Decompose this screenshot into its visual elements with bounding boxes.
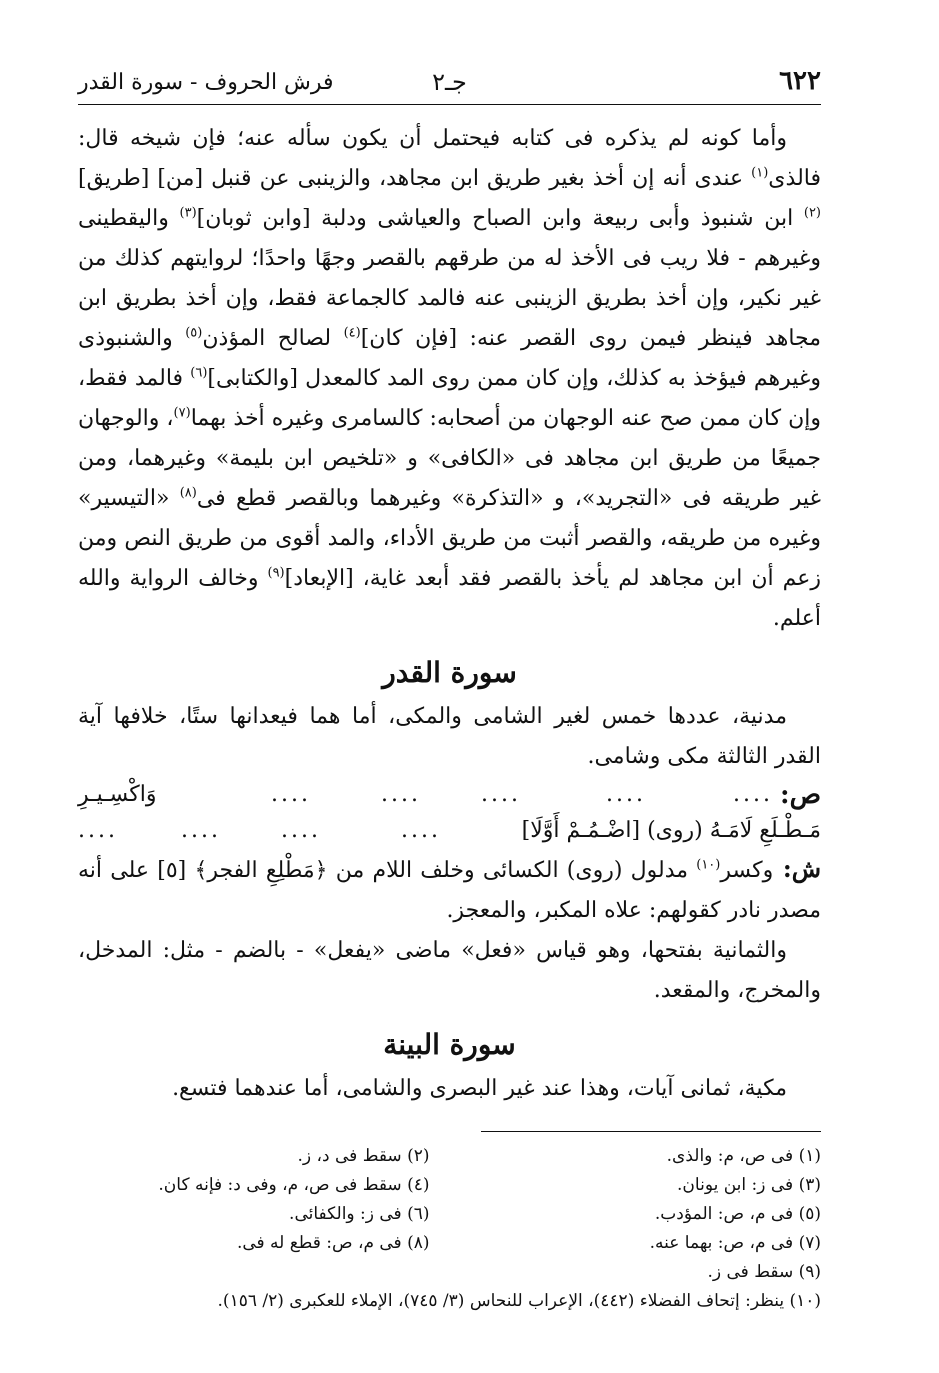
surah-qadr-para2: والثمانية بفتحها، وهو قياس «فعل» ماضى «يفعل» - بالضم - مثل: المدخل، والمخرج، والمقعد. <box>78 938 821 1003</box>
verse-text: مَـطْـلَعِ لَامَـهُ (روى) [اضْـمُـمْ أَوَّلَا] <box>521 818 821 843</box>
page-number: ٦٢٢ <box>779 66 821 96</box>
footnote-ref: (٦) <box>190 365 208 381</box>
footnote-7: (٧) فى م، ص: بهما عنه. <box>649 1233 821 1253</box>
section-title: فرش الحروف - سورة القدر <box>78 70 334 95</box>
footnote-2: (٢) سقط فى د، ز. <box>297 1146 430 1166</box>
ellipsis: .... <box>181 818 221 843</box>
text-run: وكسر <box>720 858 774 883</box>
text-run: واليقطينى وغيرهم - فلا ريب فى الأخذ له من طرقهم بالقصر وجهًا واحدًا؛ لروايتهم كذلك من غير نكير، وإن أخذ بطريق الزينبى عنه فالمد كالجماعة فقط، وإن أخذ بطريق ابن مجاهد فينظر فيمن روى القصر عنه: [فإن كان] <box>78 206 822 351</box>
footnote-empty <box>78 1258 430 1287</box>
ellipsis: .... <box>481 782 521 807</box>
text-run: فالمد فقط، وإن كان ممن صح عنه الوجهان من أصحابه: كالسامرى وغيره أخذ بهما <box>78 366 821 431</box>
text-run: ، والوجهان جميعًا من طريق ابن مجاهد فى «الكافى» و «تلخيص ابن بليمة» وغيرهما، ومن غير طريقه فى «التجريد»، و «التذكرة» وغيرهما وبالقصر قطع فى <box>78 406 821 511</box>
main-text <box>78 119 821 1109</box>
verse-end-word: وَاكْسِـيـرِ <box>78 782 157 807</box>
verse-line-1 <box>78 777 821 813</box>
footnotes <box>78 1142 821 1316</box>
verse-marker: ص: <box>779 780 821 810</box>
footnote-ref: (٢) <box>803 205 821 221</box>
text-run: لصالح المؤذن <box>202 326 344 351</box>
footnote-ref: (٩) <box>267 565 285 581</box>
text-run: مدلول (روى) الكسائى وخلف اللام من ﴿مَطْلِعِ الفجر﴾ [٥] على أنه مصدر نادر كقولهم: علاه المكبر، والمعجز. <box>78 858 821 923</box>
footnote-ref: (٤) <box>343 325 361 341</box>
footnote-grid <box>78 1142 821 1287</box>
footnote-6: (٦) فى ز: والكفائى. <box>289 1204 430 1224</box>
footnote-9: (٩) سقط فى ز. <box>707 1262 821 1282</box>
text-run: والشنبوذى وغيرهم فيؤخذ به كذلك، وإن كان ممن روى المد كالمعدل [والكتابى] <box>78 326 822 391</box>
footnote-ref: (١) <box>751 165 769 181</box>
surah-bayyina-title: سورة البينة <box>383 1028 516 1061</box>
ellipsis: .... <box>78 818 118 843</box>
verse-line-2 <box>78 813 821 849</box>
footnote-5: (٥) فى م، ص: المؤدب. <box>654 1204 821 1224</box>
footnote-1: (١) فى ص، م: والذى. <box>666 1146 821 1166</box>
sharh-paragraph <box>78 849 821 931</box>
footnote-10: (١٠) ينظر: إتحاف الفضلاء (٤٤٢)، الإعراب للنحاس (٣/ ٧٤٥)، الإملاء للعكبرى (٢/ ١٥٦). <box>217 1291 821 1311</box>
ellipsis: .... <box>606 782 646 807</box>
running-header <box>78 60 821 105</box>
text-run: ابن شنبوذ وأبى ربيعة وابن الصباح والعياشى ودلبة [وابن ثوبان] <box>196 206 804 231</box>
ellipsis: .... <box>281 818 321 843</box>
surah-qadr-title: سورة القدر <box>382 656 517 689</box>
text-run: وخالف الرواية والله أعلم. <box>78 566 821 631</box>
footnote-ref: (٧) <box>173 405 191 421</box>
footnote-3: (٣) فى ز: ابن يونان. <box>677 1175 821 1195</box>
footnote-8: (٨) فى م، ص: قطع له فى. <box>236 1233 430 1253</box>
ellipsis: .... <box>733 782 773 807</box>
ellipsis: .... <box>401 818 441 843</box>
footnote-ref: (٥) <box>185 325 203 341</box>
footnote-ref: (٣) <box>179 205 197 221</box>
surah-qadr-intro: مدنية، عددها خمس لغير الشامى والمكى، أما هما فيعدانها ستًا، خلافها آية القدر الثالثة مكى وشامى. <box>78 704 821 769</box>
text-run: وأما كونه لم يذكره فى كتابه فيحتمل أن يكون سأله عنه؛ فإن شيخه قال: فالذى <box>78 126 821 191</box>
volume-label: جـ٢ <box>432 68 467 96</box>
ellipsis: .... <box>381 782 421 807</box>
surah-bayyina-intro: مكية، ثمانى آيات، وهذا عند غير البصرى والشامى، أما عندهما فتسع. <box>172 1076 787 1101</box>
text-run: عندى أنه إن أخذ بغير طريق ابن مجاهد، والزينبى عن قنبل [من] [طريق] <box>78 166 752 191</box>
footnote-ref: (٨) <box>179 485 197 501</box>
paragraph-discussion <box>78 119 821 639</box>
footnote-4: (٤) سقط فى ص، م، وفى د: فإنه كان. <box>158 1175 430 1195</box>
footnote-divider <box>481 1131 821 1132</box>
text-run: «التيسير» وغيره من طريقه، والقصر أثبت من طريق الأداء، والمد أقوى من طريق النص ومن زعم أن ابن مجاهد لم يأخذ بالقصر فقد أبعد غاية، [الإبعاد] <box>78 486 822 591</box>
ellipsis: .... <box>271 782 311 807</box>
sharh-marker: ش: <box>773 854 821 883</box>
footnote-ref: (١٠) <box>696 857 721 873</box>
